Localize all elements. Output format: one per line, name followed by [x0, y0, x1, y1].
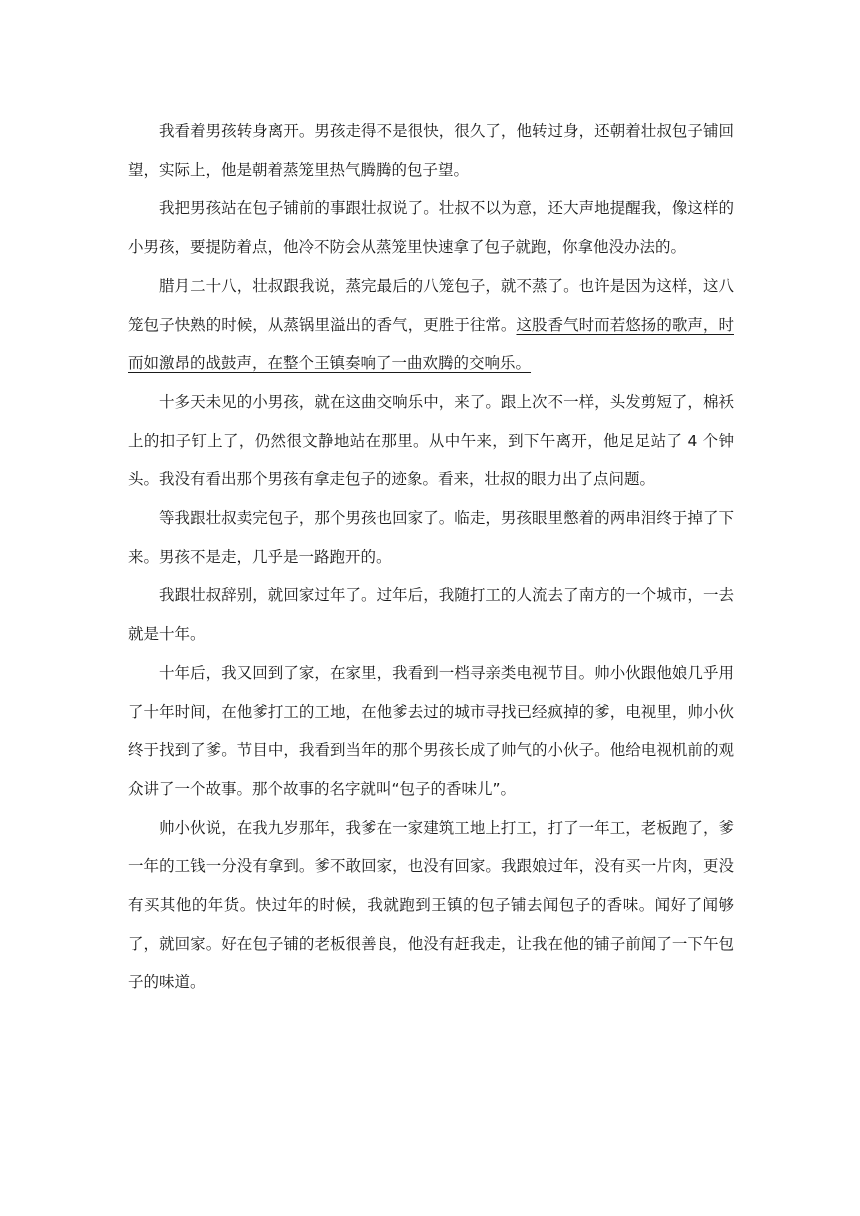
paragraph-2: 我把男孩站在包子铺前的事跟壮叔说了。壮叔不以为意，还大声地提醒我，像这样的小男孩，要提防着点，他冷不防会从蒸笼里快速拿了包子就跑，你拿他没办法的。	[128, 199, 734, 257]
document-body	[128, 112, 734, 1002]
paragraph-1: 我看着男孩转身离开。男孩走得不是很快，很久了，他转过身，还朝着壮叔包子铺回望，实际上，他是朝着蒸笼里热气腾腾的包子望。	[128, 122, 734, 179]
underlined-sentence: 这股香气时而若悠扬的歌声，时而如激昂的战鼓声，在整个王镇奏响了一曲欢腾的交响乐。	[128, 315, 734, 373]
paragraph-6: 我跟壮叔辞别，就回家过年了。过年后，我随打工的人流去了南方的一个城市，一去就是十年。	[128, 586, 734, 644]
paragraph-3	[128, 267, 734, 383]
paragraph-3-plain-text: 腊月二十八，壮叔跟我说，蒸完最后的八笼包子，就不蒸了。也许是因为这样，这八笼包子快熟的时候，从蒸锅里溢出的香气，更胜于往常。	[128, 276, 734, 334]
paragraph-4: 十多天未见的小男孩，就在这曲交响乐中，来了。跟上次不一样，头发剪短了，棉袄上的扣子钉上了，仍然很文静地站在那里。从中午来，到下午离开，他足足站了 4 个钟头。我没有看出那个男孩有拿走包子的迹象。看来，壮叔的眼力出了点问题。	[128, 392, 734, 489]
paragraph-5: 等我跟壮叔卖完包子，那个男孩也回家了。临走，男孩眼里憋着的两串泪终于掉了下来。男孩不是走，几乎是一路跑开的。	[128, 509, 734, 566]
paragraph-7: 十年后，我又回到了家，在家里，我看到一档寻亲类电视节目。帅小伙跟他娘几乎用了十年时间，在他爹打工的工地，在他爹去过的城市寻找已经疯掉的爹，电视里，帅小伙终于找到了爹。节目中，我看到当年的那个男孩长成了帅气的小伙子。他给电视机前的观众讲了一个故事。那个故事的名字就叫“包子的香味儿”。	[128, 663, 734, 798]
paragraph-8: 帅小伙说，在我九岁那年，我爹在一家建筑工地上打工，打了一年工，老板跑了，爹一年的工钱一分没有拿到。爹不敢回家，也没有回家。我跟娘过年，没有买一片肉，更没有买其他的年货。快过年的时候，我就跑到王镇的包子铺去闻包子的香味。闻好了闻够了，就回家。好在包子铺的老板很善良，他没有赶我走，让我在他的铺子前闻了一下午包子的味道。	[128, 818, 734, 992]
